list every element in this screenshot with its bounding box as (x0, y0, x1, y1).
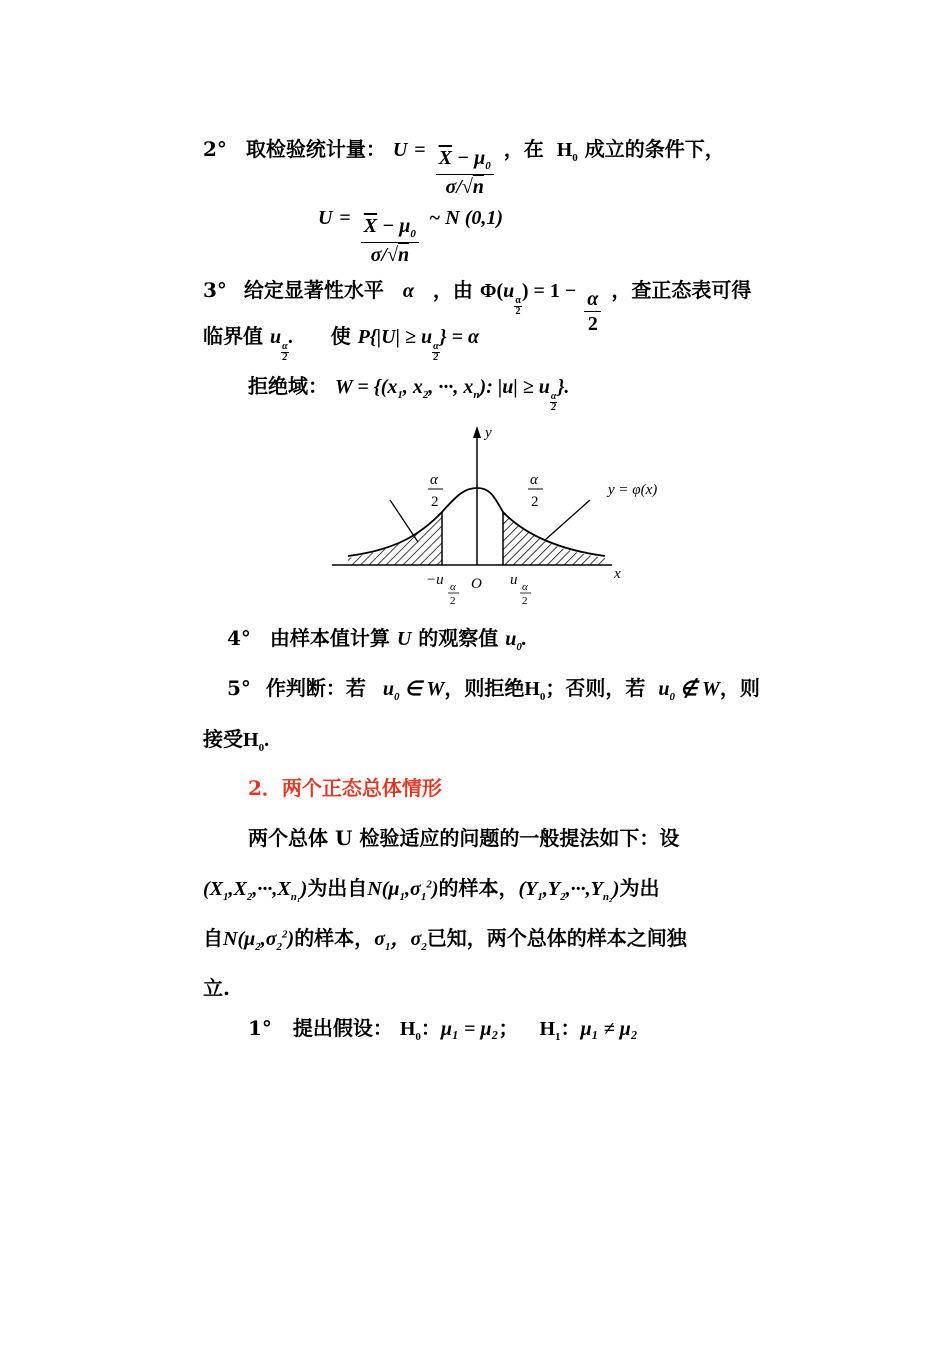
prob-formula: P{|U| ≥ u $\frac{\alpha}{2}$ } = α (357, 326, 480, 363)
step5-text-b: ，则拒绝 (444, 676, 525, 700)
step2-text-c: 成立的条件下， (584, 137, 725, 161)
x-axis-label: x (614, 566, 621, 582)
step1-label: 1° (248, 1016, 272, 1040)
y-axis-label: y (485, 425, 492, 441)
step5-label: 5° (227, 676, 251, 700)
step2-text-a: 取检验统计量： (245, 137, 386, 161)
para-line3: 自$N(\mu_2,\sigma_2^2)$的样本，$\sigma_1$，$\sigma_2$已知，两个总体的样本之间独 (203, 926, 687, 953)
step2-formula: U = $\frac{\overline{X} - \mu_0}{\sigma/√n}$ ~ N (0,1) (318, 207, 504, 266)
curve-label: y = φ(x) (608, 482, 658, 498)
u0-in-w: $u_0$ ∈ W (382, 678, 445, 703)
neg-u-label: −u (426, 572, 444, 588)
right-tail (503, 512, 605, 565)
sample-y: $(Y_1,Y_2,\cdot\cdot\cdot,Y_{n_2})$ (518, 878, 620, 903)
step2-text-b: ，在 (503, 137, 544, 161)
right-alpha: α (530, 472, 538, 488)
u-label: u (510, 572, 518, 588)
step5-text-c: ；否则，若 (545, 676, 646, 700)
null-hyp: μ₁ = μ₂ (440, 1018, 499, 1040)
u0-notin-w: $u_0$ ∉ W (658, 678, 720, 703)
step3-text-a: 给定显著性水平 (243, 278, 384, 302)
left-two: 2 (431, 494, 439, 510)
step4-var: U (396, 628, 412, 650)
left-pointer (390, 500, 418, 542)
svg-text:α: α (450, 581, 456, 593)
alpha-symbol: α (402, 280, 414, 302)
left-alpha: α (430, 472, 438, 488)
step3-text-d: 临界值 (203, 324, 263, 348)
left-tail (348, 512, 442, 565)
stat-u: U (392, 139, 408, 161)
step4-line (227, 628, 527, 653)
step5-text-d: ，则 (719, 676, 760, 700)
step2-label: 2° (203, 137, 227, 161)
step3-text-b: ，由 (432, 278, 473, 302)
right-pointer (545, 500, 590, 540)
svg-text:2: 2 (522, 595, 528, 607)
svg-text:2: 2 (450, 595, 456, 607)
step2-line: 2° 取检验统计量： U = $\frac{\overline{X} - \mu_0}{\sigma/√n}$ ，在 $H_0$ 成立的条件下， (203, 137, 725, 198)
h1-hyp: $H_1$ (539, 1018, 561, 1043)
step5-line2: 接受$H_0$. (203, 727, 270, 754)
step1-text-a: 提出假设： (292, 1016, 393, 1040)
right-two: 2 (531, 494, 539, 510)
origin-label: O (471, 576, 482, 592)
h0-hyp: $H_0$ (399, 1018, 421, 1043)
step4-text-b: 的观察值 (418, 626, 499, 650)
reject-label: 拒绝域： (248, 374, 328, 398)
y-axis-arrow (473, 426, 481, 438)
section-title: 2．两个正态总体情形 (248, 776, 442, 800)
stat-fraction: $\frac{\overline{X} - \mu_0}{\sigma/√n}$ (436, 148, 494, 197)
step4-text-a: 由样本值计算 (269, 626, 390, 650)
step3-text-c: ，查正态表可得 (611, 278, 752, 302)
para-line2: $(X_1,X_2,\cdot\cdot\cdot,X_{n_1})$为出自$N(\mu_1,\sigma_1^2)$的样本，$(Y_1,Y_2,\cdot\cdot\cdot,Y_{n_2})$为出 (203, 876, 660, 903)
critical-value: u $\frac{\alpha}{2}$ . (269, 326, 294, 363)
para-line1: 两个总体 U 检验适应的问题的一般提法如下：设 (248, 826, 680, 850)
u0-symbol: $u_0$. (505, 628, 527, 653)
svg-text:α: α (522, 581, 528, 593)
phi-formula: Φ(u $\frac{\alpha}{2}$ ) = 1 − $\frac{\alpha}{2}$ (480, 280, 605, 302)
alt-hyp: μ₁ ≠ μ₂ (580, 1018, 638, 1040)
h0-symbol: $H_0$ (556, 139, 578, 164)
step3-label: 3° (203, 278, 227, 302)
reject-formula: $W = \{(x_1$, $x_2$, ···, $x_n$): |u| ≥ u $\frac{\alpha}{2}$ }. (334, 376, 570, 413)
step5-text-a: 作判断：若 (265, 676, 366, 700)
step5-text-e: 接受 (203, 727, 243, 751)
sample-x: $(X_1,X_2,\cdot\cdot\cdot,X_{n_1})$ (203, 878, 308, 903)
step3-text-e: 使 (330, 324, 351, 348)
dist-label: ~ N (0,1) (428, 207, 504, 229)
step5-line: 5° 作判断：若 $u_0$ ∈ W，则拒绝$H_0$；否则，若 $u_0$ ∉ W，则 (227, 676, 760, 703)
para-line4: 立. (203, 976, 230, 1000)
step1-line: 1° 提出假设： $H_0$：μ₁ = μ₂； $H_1$：μ₁ ≠ μ₂ (248, 1016, 638, 1043)
step4-label: 4° (227, 626, 251, 650)
